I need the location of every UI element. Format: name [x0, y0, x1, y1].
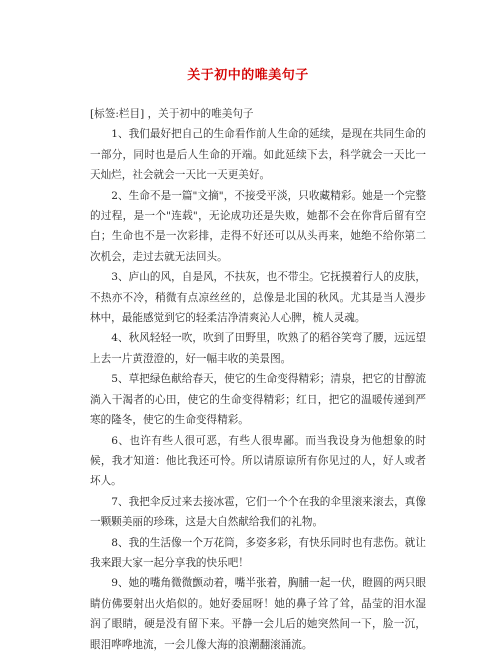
paragraph-7: 7、我把伞反过来去接冰雹，它们一个个在我的伞里滚来滚去，真像一颗颗美丽的珍珠，这是大自然献给我们的礼物。: [90, 495, 426, 529]
paragraph-8: 8、我的生活像一个万花筒，多姿多彩，有快乐同时也有悲伤。就让我来跟大家一起分享我的快乐吧！: [90, 536, 426, 569]
document-title: 关于初中的唯美句子: [187, 68, 309, 83]
tag-line: [标签:栏目] ，关于初中的唯美句子: [90, 108, 254, 120]
paragraph-3: 3、庐山的风，自是风，不扶灰，也不带尘。它抚摸着行人的皮肤，不热亦不冷，稍微有点凉丝丝的，总像是北国的秋风。尤其是当人漫步林中，最能感觉到它的轻柔洁净清爽沁人心脾，梳人灵魂。: [90, 271, 426, 325]
paragraph-5: 5、草把绿色献给春天，使它的生命变得精彩；清泉，把它的甘醇流淌入干渴者的心田，使它的生命变得精彩；红日，把它的温暖传递到严寒的隆冬，使它的生命变得精彩。: [90, 373, 426, 427]
paragraph-1: 1、我们最好把自己的生命看作前人生命的延续，是现在共同生命的一部分，同时也是后人生命的开端。如此延续下去，科学就会一天比一天灿烂，社会就会一天比一天更美好。: [90, 128, 426, 182]
paragraph-2: 2、生命不是一篇"文摘"，不接受平淡，只收藏精彩。她是一个完整的过程，是一个"连载"，无论成功还是失败，她都不会在你背后留有空白；生命也不是一次彩排，走得不好还可以从头再来，她绝不给你第二次机会，走过去就无法回头。: [90, 189, 426, 263]
paragraph-4: 4、秋风轻轻一吹，吹到了田野里，吹熟了的稻谷笑弯了腰，远远望上去一片黄澄澄的，好一幅丰收的美景图。: [90, 332, 426, 365]
paragraph-6: 6、也许有些人很可恶，有些人很卑鄙。而当我设身为他想象的时候，我才知道：他比我还可怜。所以请原谅所有你见过的人，好人或者坏人。: [90, 434, 426, 488]
document-body: [90, 104, 426, 655]
paragraph-9: 9、她的嘴角微微颤动着，嘴半张着，胸脯一起一伏，瞪圆的两只眼睛仿佛要射出火焰似的。她好委屈呀！她的鼻子耸了耸，晶莹的泪水湿润了眼睛，硬是没有留下来。平静一会儿后的她突然间一下，脸一沉，眼泪哗哗地流，一会儿像大海的浪潮翻滚涌流。: [90, 577, 426, 651]
